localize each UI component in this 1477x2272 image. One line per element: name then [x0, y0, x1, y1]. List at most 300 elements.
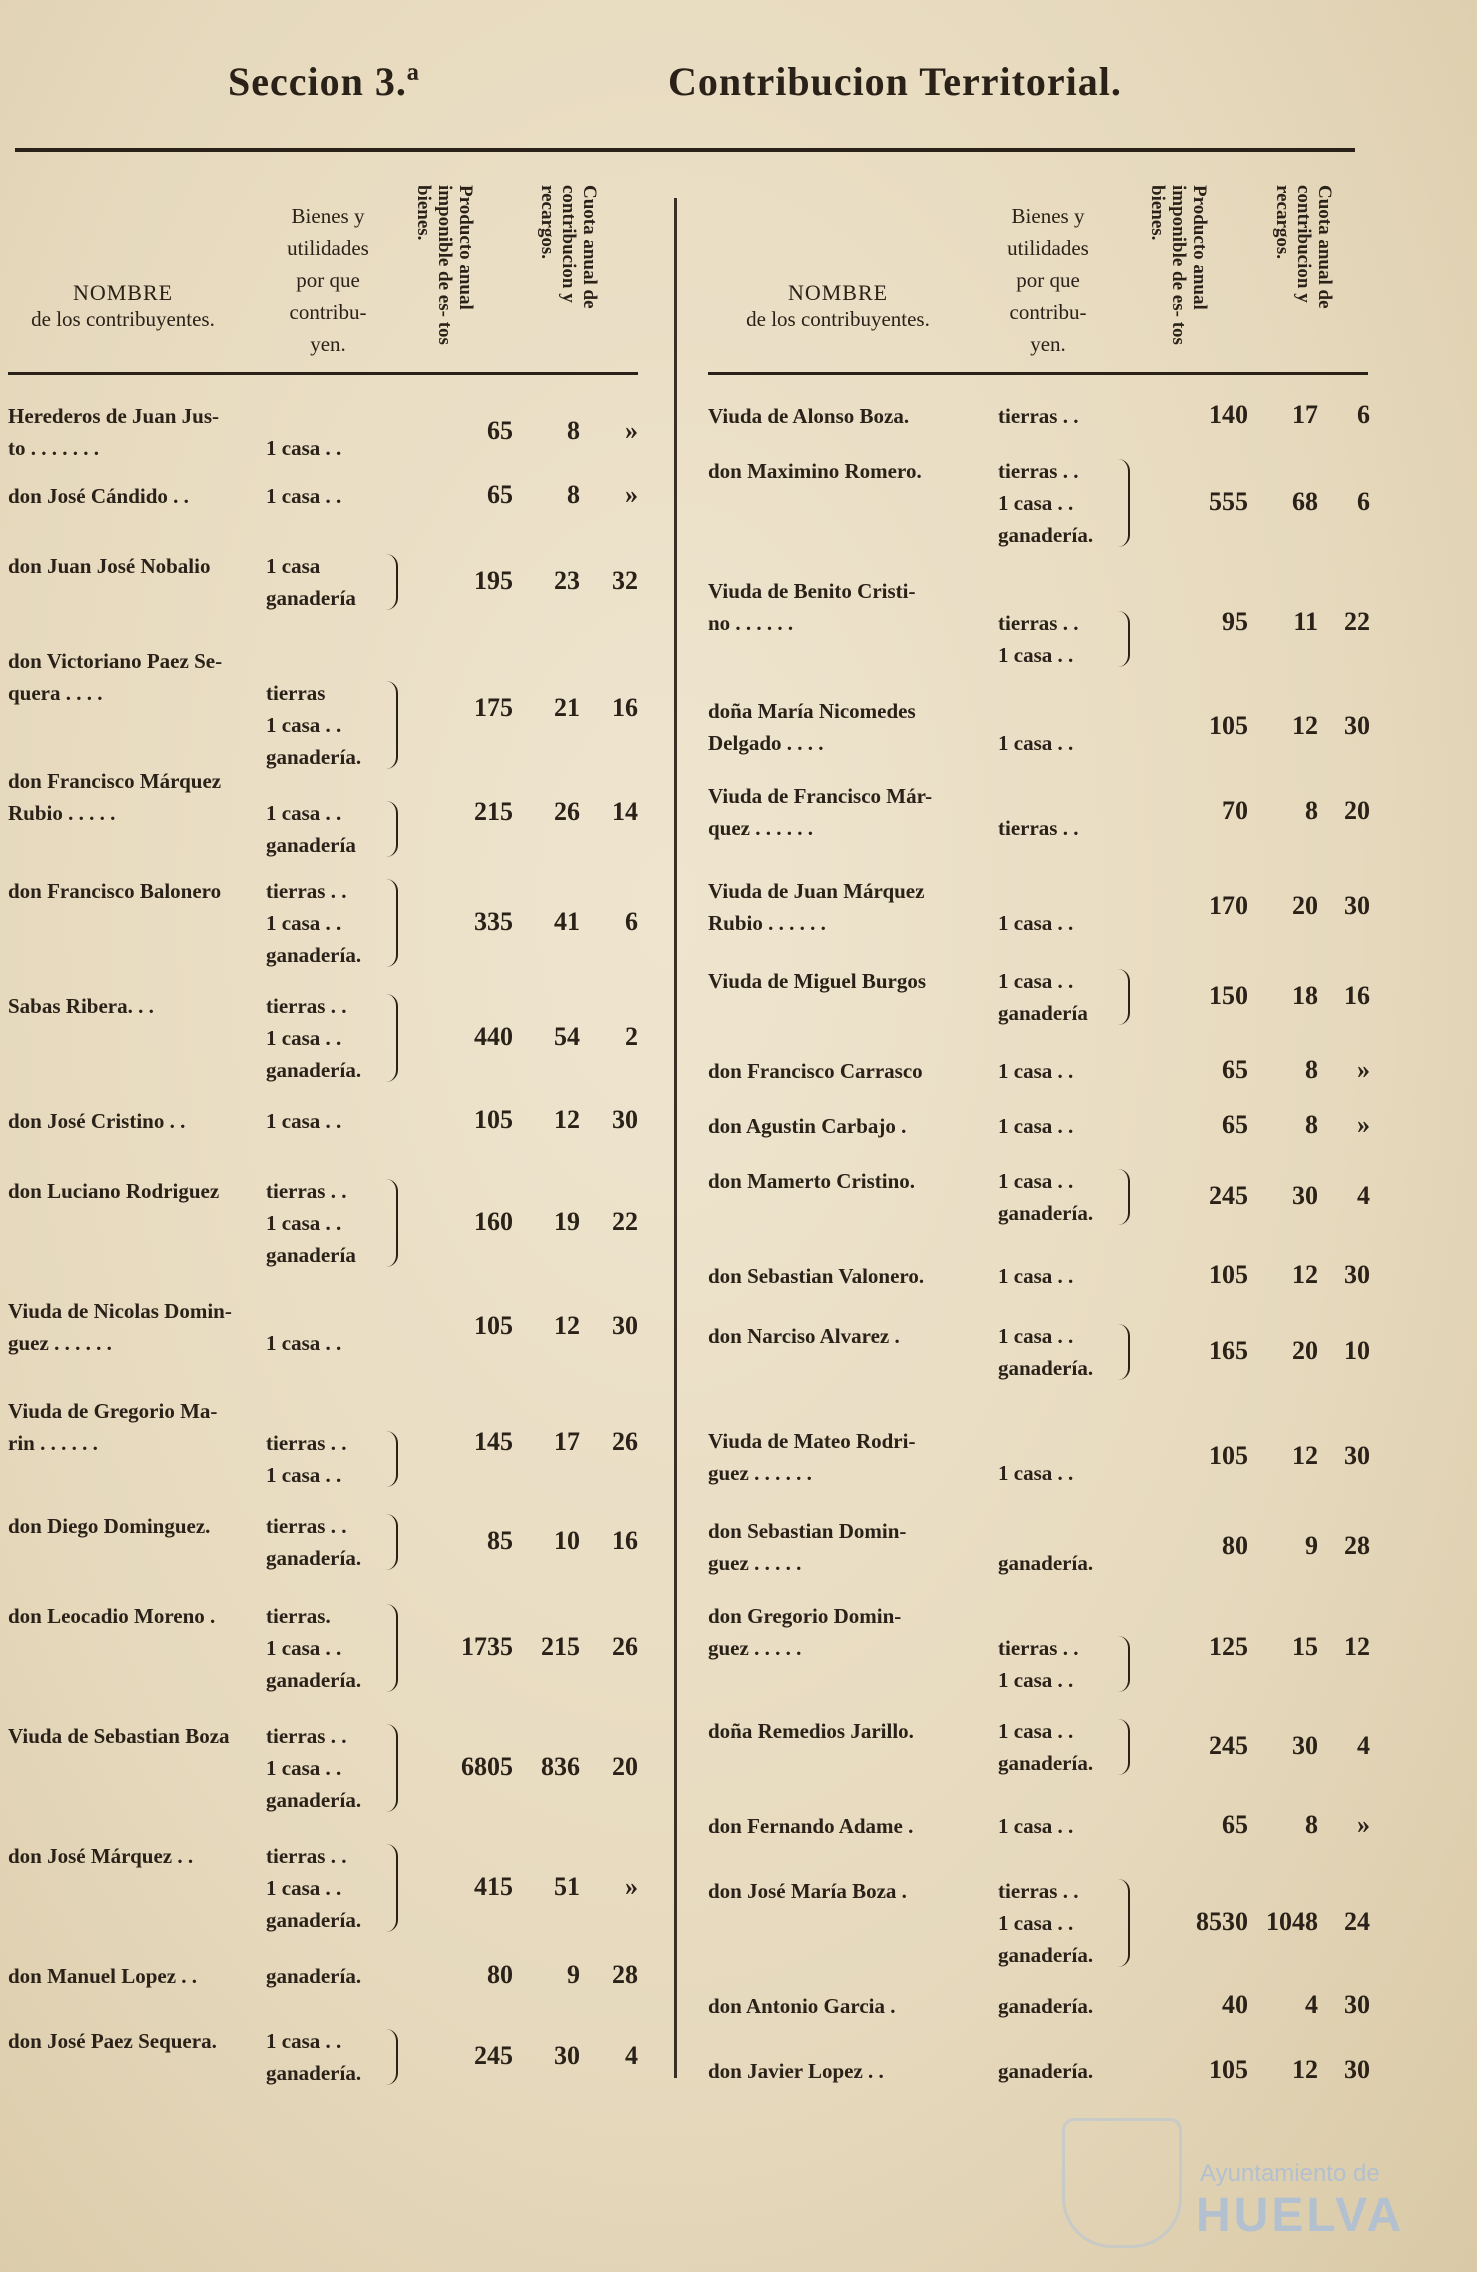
cuota-reales: 11	[1293, 607, 1318, 636]
producto-value: 65	[1222, 1810, 1248, 1839]
producto-value: 555	[1209, 487, 1248, 516]
property-item: 1 casa . .	[998, 1461, 1074, 1485]
cuota-maravedis: »	[1357, 1810, 1370, 1839]
taxpayer-name-line: rin . . . . . .	[8, 1431, 98, 1455]
brace-mark	[386, 1604, 398, 1692]
property-item: 1 casa . .	[998, 1814, 1074, 1838]
producto-value: 165	[1209, 1336, 1248, 1365]
property-list	[266, 1600, 361, 1696]
producto-value: 8530	[1196, 1907, 1248, 1936]
producto-value: 65	[487, 416, 513, 445]
taxpayer-name-line: don Victoriano Paez Se-	[8, 649, 223, 673]
taxpayer-name	[708, 400, 909, 432]
property-item: 1 casa . .	[266, 911, 342, 935]
property-list	[266, 1175, 356, 1271]
taxpayer-name	[708, 780, 932, 844]
property-list	[266, 1295, 341, 1359]
cuota-reales: 20	[1292, 1336, 1318, 1365]
taxpayer-name-line: don Sebastian Valonero.	[708, 1264, 925, 1288]
property-item: 1 casa . .	[266, 484, 342, 508]
property-item: 1 casa . .	[266, 1876, 342, 1900]
header-bienes-line: utilidades	[287, 236, 369, 260]
taxpayer-name	[8, 1175, 219, 1207]
left-table-header	[8, 175, 638, 375]
cuota-reales: 10	[554, 1526, 580, 1555]
cuota-maravedis: 6	[1357, 487, 1370, 516]
property-item: tierras . .	[998, 1879, 1079, 1903]
taxpayer-name	[8, 1295, 232, 1359]
brace-mark	[1118, 1636, 1130, 1692]
header-bienes-line: Bienes y	[1011, 204, 1085, 228]
brace-mark	[1118, 611, 1130, 667]
property-item: 1 casa . .	[266, 1026, 342, 1050]
taxpayer-name-line: guez . . . . . .	[708, 1461, 812, 1485]
producto-value: 140	[1209, 400, 1248, 429]
property-item: tierras . .	[266, 1724, 347, 1748]
property-item: tierras . .	[998, 404, 1079, 428]
cuota-reales: 18	[1292, 981, 1318, 1010]
property-item	[998, 875, 1073, 907]
brace-mark	[386, 2029, 398, 2085]
property-item: ganadería.	[998, 523, 1094, 547]
property-list	[266, 400, 341, 464]
property-item	[266, 1395, 346, 1427]
cuota-maravedis: 4	[1357, 1731, 1370, 1760]
taxpayer-name	[708, 455, 922, 487]
cuota-reales: 8	[1305, 796, 1318, 825]
cuota-reales: 4	[1305, 1990, 1318, 2019]
producto-value: 245	[1209, 1181, 1248, 1210]
producto-value: 6805	[461, 1752, 513, 1781]
cuota-reales: 54	[554, 1022, 580, 1051]
cuota-reales: 8	[1305, 1810, 1318, 1839]
taxpayer-name	[8, 550, 210, 582]
taxpayer-name	[8, 2025, 217, 2057]
taxpayer-name	[708, 1715, 914, 1747]
taxpayer-name-line: Viuda de Sebastian Boza	[8, 1724, 230, 1748]
taxpayer-name	[708, 1260, 924, 1292]
taxpayer-name	[708, 1110, 906, 1142]
taxpayer-name-line: don Luciano Rodriguez	[8, 1179, 220, 1203]
property-item: tierras . .	[998, 611, 1079, 635]
cuota-maravedis: 30	[1344, 711, 1370, 740]
taxpayer-name-line: Viuda de Nicolas Domin-	[8, 1299, 232, 1323]
header-nombre-line2: de los contribuyentes.	[746, 307, 930, 331]
property-item: ganadería.	[266, 1964, 362, 1988]
brace-mark	[386, 554, 398, 610]
taxpayer-name	[708, 1600, 901, 1664]
taxpayer-name	[8, 1395, 217, 1459]
property-list	[998, 1110, 1073, 1142]
property-item: 1 casa . .	[998, 1324, 1074, 1348]
cuota-maravedis: 26	[612, 1632, 638, 1661]
header-bienes-line: yen.	[1030, 332, 1066, 356]
property-item: 1 casa . .	[998, 1264, 1074, 1288]
taxpayer-name	[8, 1960, 197, 1992]
taxpayer-name-line: quez . . . . . .	[708, 816, 813, 840]
taxpayer-name-line: Viuda de Benito Cristi-	[708, 579, 916, 603]
property-list	[998, 965, 1088, 1029]
cuota-reales: 30	[1292, 1731, 1318, 1760]
cuota-reales: 12	[1292, 2055, 1318, 2084]
property-item: 1 casa	[266, 554, 321, 578]
property-list	[998, 1810, 1073, 1842]
taxpayer-name-line: Rubio . . . . .	[8, 801, 116, 825]
header-bienes	[978, 200, 1118, 360]
cuota-maravedis: 22	[1344, 607, 1370, 636]
taxpayer-name-line: don Narciso Alvarez .	[708, 1324, 900, 1348]
taxpayer-name-line: don Agustin Carbajo .	[708, 1114, 907, 1138]
taxpayer-name-line: to . . . . . . .	[8, 436, 99, 460]
taxpayer-name	[8, 990, 154, 1022]
producto-value: 150	[1209, 981, 1248, 1010]
taxpayer-name	[8, 875, 221, 907]
property-item: ganadería.	[266, 1546, 362, 1570]
taxpayer-name-line: Viuda de Alonso Boza.	[708, 404, 910, 428]
property-list	[266, 480, 341, 512]
cuota-maravedis: 4	[625, 2041, 638, 2070]
property-item: ganadería.	[998, 1356, 1094, 1380]
cuota-maravedis: 30	[612, 1311, 638, 1340]
property-list	[266, 875, 361, 971]
property-item: 1 casa . .	[266, 713, 342, 737]
cuota-reales: 8	[567, 480, 580, 509]
producto-value: 80	[487, 1960, 513, 1989]
taxpayer-name-line: doña Remedios Jarillo.	[708, 1719, 914, 1743]
cuota-reales: 8	[1305, 1110, 1318, 1139]
cuota-maravedis: 22	[612, 1207, 638, 1236]
property-list	[998, 455, 1093, 551]
cuota-maravedis: 6	[625, 907, 638, 936]
taxpayer-name-line: don Javier Lopez . .	[708, 2059, 884, 2083]
cuota-maravedis: 30	[1344, 2055, 1370, 2084]
taxpayer-name	[8, 400, 219, 464]
property-item: 1 casa . .	[998, 1169, 1074, 1193]
property-item: 1 casa . .	[998, 643, 1074, 667]
header-bienes-line: yen.	[310, 332, 346, 356]
taxpayer-name-line: quera . . . .	[8, 681, 103, 705]
property-item: ganadería.	[266, 2061, 362, 2085]
right-table	[708, 175, 1370, 2084]
property-list	[266, 2025, 361, 2089]
taxpayer-name	[708, 875, 924, 939]
producto-value: 415	[474, 1872, 513, 1901]
brace-mark	[386, 1514, 398, 1570]
property-list	[998, 875, 1073, 939]
header-cuota: Cuota anual de contribucion y recargos.	[1272, 185, 1335, 309]
property-item: 1 casa . .	[266, 1109, 342, 1133]
brace-mark	[1118, 1879, 1130, 1967]
taxpayer-name	[8, 1510, 210, 1542]
taxpayer-name	[8, 1720, 230, 1752]
property-item: 1 casa . .	[266, 801, 342, 825]
producto-value: 1735	[461, 1632, 513, 1661]
property-item: tierras . .	[998, 459, 1079, 483]
header-nombre-line2: de los contribuyentes.	[31, 307, 215, 331]
brace-mark	[386, 994, 398, 1082]
property-item: ganadería.	[266, 1788, 362, 1812]
property-list	[998, 575, 1078, 671]
taxpayer-name	[708, 695, 916, 759]
taxpayer-name	[708, 1425, 915, 1489]
taxpayer-name-line: Viuda de Gregorio Ma-	[8, 1399, 218, 1423]
taxpayer-name-line: don José Paez Sequera.	[8, 2029, 217, 2053]
taxpayer-name-line: don Maximino Romero.	[708, 459, 922, 483]
header-producto: Producto anual imponible de es- tos bienes.	[1147, 185, 1210, 345]
taxpayer-name	[708, 1875, 907, 1907]
property-item: ganadería	[998, 1001, 1088, 1025]
taxpayer-name-line: don Francisco Balonero	[8, 879, 222, 903]
property-item: 1 casa . .	[998, 911, 1074, 935]
property-item: tierras	[266, 681, 326, 705]
brace-mark	[386, 1431, 398, 1487]
property-list	[998, 1515, 1093, 1579]
property-item: ganadería.	[998, 1201, 1094, 1225]
taxpayer-name	[708, 1515, 906, 1579]
property-item	[998, 1425, 1073, 1457]
property-list	[998, 1320, 1093, 1384]
taxpayer-name-line: don Francisco Márquez	[8, 769, 222, 793]
page-header	[0, 58, 1477, 118]
cuota-maravedis: 10	[1344, 1336, 1370, 1365]
property-item: tierras . .	[266, 1179, 347, 1203]
property-item: ganadería	[266, 1243, 356, 1267]
taxpayer-name-line: don Mamerto Cristino.	[708, 1169, 916, 1193]
producto-value: 65	[487, 480, 513, 509]
property-list	[998, 1260, 1073, 1292]
property-item: ganadería.	[998, 1551, 1094, 1575]
producto-value: 335	[474, 907, 513, 936]
cuota-maravedis: 28	[612, 1960, 638, 1989]
page-title: Contribucion Territorial.	[668, 59, 1122, 104]
header-bienes-line: por que	[1016, 268, 1080, 292]
cuota-maravedis: 30	[1344, 891, 1370, 920]
property-item: tierras . .	[266, 1514, 347, 1538]
taxpayer-name-line: Herederos de Juan Jus-	[8, 404, 219, 428]
watermark-seal-icon	[1062, 2118, 1182, 2248]
cuota-reales: 19	[554, 1207, 580, 1236]
cuota-reales: 1048	[1266, 1907, 1318, 1936]
producto-value: 70	[1222, 796, 1248, 825]
cuota-reales: 12	[1292, 1441, 1318, 1470]
cuota-maravedis: 16	[612, 693, 638, 722]
header-bienes-line: utilidades	[1007, 236, 1089, 260]
cuota-reales: 21	[554, 693, 580, 722]
cuota-reales: 30	[1292, 1181, 1318, 1210]
section-label: Seccion 3.ª	[228, 59, 420, 104]
property-item: 1 casa . .	[266, 1463, 342, 1487]
property-list	[998, 1715, 1093, 1779]
property-item: 1 casa . .	[998, 491, 1074, 515]
property-item: ganadería.	[998, 1943, 1094, 1967]
cuota-maravedis: 30	[1344, 1990, 1370, 2019]
property-item: 1 casa . .	[266, 1211, 342, 1235]
producto-value: 215	[474, 797, 513, 826]
property-item: tierras . .	[266, 994, 347, 1018]
property-list	[998, 1165, 1093, 1229]
property-item: ganadería	[266, 833, 356, 857]
header-rule	[15, 148, 1355, 152]
property-item	[998, 780, 1078, 812]
property-list	[266, 990, 361, 1086]
cuota-reales: 8	[1305, 1055, 1318, 1084]
property-item: ganadería.	[998, 1751, 1094, 1775]
cuota-reales: 26	[554, 797, 580, 826]
taxpayer-name	[708, 1165, 915, 1197]
property-item: 1 casa . .	[998, 969, 1074, 993]
column-divider	[674, 198, 677, 2078]
producto-value: 105	[474, 1105, 513, 1134]
brace-mark	[386, 801, 398, 857]
taxpayer-name	[8, 645, 222, 709]
cuota-reales: 8	[567, 416, 580, 445]
property-item: tierras . .	[266, 879, 347, 903]
property-list	[998, 1875, 1093, 1971]
cuota-maravedis: 16	[1344, 981, 1370, 1010]
taxpayer-name-line: guez . . . . .	[708, 1636, 802, 1660]
cuota-maravedis: 12	[1344, 1632, 1370, 1661]
property-item: ganadería.	[266, 1058, 362, 1082]
property-item: ganadería.	[998, 2059, 1094, 2083]
taxpayer-name-line: doña María Nicomedes	[708, 699, 916, 723]
taxpayer-name-line: don Gregorio Domin-	[708, 1604, 902, 1628]
property-list	[266, 1105, 341, 1137]
right-table-header	[708, 175, 1368, 375]
property-item: ganadería.	[266, 943, 362, 967]
brace-mark	[386, 1724, 398, 1812]
brace-mark	[1118, 1324, 1130, 1380]
producto-value: 245	[474, 2041, 513, 2070]
taxpayer-name-line: Rubio . . . . . .	[708, 911, 826, 935]
cuota-reales: 17	[1292, 400, 1318, 429]
header-bienes-line: por que	[296, 268, 360, 292]
cuota-maravedis: 20	[1344, 796, 1370, 825]
property-list	[266, 1960, 361, 1992]
cuota-maravedis: 30	[1344, 1441, 1370, 1470]
property-item	[266, 645, 361, 677]
property-list	[998, 1055, 1073, 1087]
property-item: 1 casa . .	[998, 1114, 1074, 1138]
property-list	[266, 1840, 361, 1936]
taxpayer-name-line: don José Cándido . .	[8, 484, 189, 508]
producto-value: 195	[474, 566, 513, 595]
producto-value: 170	[1209, 891, 1248, 920]
property-item: tierras . .	[266, 1431, 347, 1455]
property-item	[266, 1295, 341, 1327]
watermark-line2: HUELVA	[1196, 2189, 1405, 2242]
producto-value: 245	[1209, 1731, 1248, 1760]
producto-value: 105	[1209, 1260, 1248, 1289]
producto-value: 175	[474, 693, 513, 722]
cuota-maravedis: 28	[1344, 1531, 1370, 1560]
header-bienes	[258, 200, 398, 360]
taxpayer-name	[8, 1600, 215, 1632]
header-nombre	[708, 280, 968, 332]
taxpayer-name-line: don Leocadio Moreno .	[8, 1604, 216, 1628]
taxpayer-name	[708, 1055, 923, 1087]
property-item	[998, 695, 1073, 727]
property-item: 1 casa . .	[266, 2029, 342, 2053]
producto-value: 440	[474, 1022, 513, 1051]
property-item: tierras . .	[998, 816, 1079, 840]
watermark-line1: Ayuntamiento de	[1200, 2160, 1380, 2187]
cuota-maravedis: 30	[612, 1105, 638, 1134]
property-item: tierras.	[266, 1604, 331, 1628]
cuota-reales: 12	[554, 1311, 580, 1340]
taxpayer-name	[708, 2055, 884, 2087]
cuota-reales: 9	[1305, 1531, 1318, 1560]
header-nombre-line1: NOMBRE	[787, 280, 889, 305]
cuota-maravedis: 14	[612, 797, 638, 826]
header-producto: Producto anual imponible de es- tos bienes.	[413, 185, 476, 345]
property-list	[998, 2055, 1093, 2087]
header-bienes-line: contribu-	[1009, 300, 1087, 324]
cuota-reales: 836	[541, 1752, 580, 1781]
taxpayer-name-line: don Fernando Adame .	[708, 1814, 914, 1838]
cuota-maravedis: »	[1357, 1055, 1370, 1084]
cuota-reales: 41	[554, 907, 580, 936]
cuota-maravedis: 2	[625, 1022, 638, 1051]
property-list	[266, 1395, 346, 1491]
property-item: 1 casa . .	[266, 1636, 342, 1660]
property-item	[998, 575, 1078, 607]
property-list	[998, 1600, 1078, 1696]
taxpayer-name	[708, 575, 915, 639]
producto-value: 145	[474, 1427, 513, 1456]
property-item: ganadería.	[266, 1908, 362, 1932]
taxpayer-name-line: Viuda de Mateo Rodri-	[708, 1429, 916, 1453]
property-item: tierras . .	[998, 1636, 1079, 1660]
cuota-maravedis: 16	[612, 1526, 638, 1555]
taxpayer-name	[708, 965, 926, 997]
cuota-maravedis: »	[625, 480, 638, 509]
cuota-reales: 12	[1292, 1260, 1318, 1289]
taxpayer-name-line: don Antonio Garcia .	[708, 1994, 896, 2018]
left-table	[8, 175, 638, 2085]
taxpayer-name-line: don Manuel Lopez . .	[8, 1964, 198, 1988]
taxpayer-name-line: guez . . . . . .	[8, 1331, 112, 1355]
producto-value: 95	[1222, 607, 1248, 636]
property-list	[998, 1425, 1073, 1489]
taxpayer-name-line: don Diego Dominguez.	[8, 1514, 211, 1538]
taxpayer-name	[708, 1810, 913, 1842]
producto-value: 125	[1209, 1632, 1248, 1661]
cuota-maravedis: 30	[1344, 1260, 1370, 1289]
taxpayer-name-line: don Sebastian Domin-	[708, 1519, 907, 1543]
taxpayer-name	[8, 1840, 193, 1872]
brace-mark	[1118, 1719, 1130, 1775]
cuota-reales: 215	[541, 1632, 580, 1661]
cuota-maravedis: 4	[1357, 1181, 1370, 1210]
cuota-reales: 12	[1292, 711, 1318, 740]
brace-mark	[386, 1179, 398, 1267]
cuota-reales: 23	[554, 566, 580, 595]
property-list	[998, 400, 1078, 432]
taxpayer-name-line: Viuda de Miguel Burgos	[708, 969, 926, 993]
cuota-reales: 51	[554, 1872, 580, 1901]
cuota-reales: 12	[554, 1105, 580, 1134]
property-item: 1 casa . .	[998, 1668, 1074, 1692]
producto-value: 105	[474, 1311, 513, 1340]
property-item: 1 casa . .	[998, 1911, 1074, 1935]
taxpayer-name-line: no . . . . . .	[708, 611, 794, 635]
producto-value: 105	[1209, 1441, 1248, 1470]
property-item	[998, 1515, 1093, 1547]
brace-mark	[1118, 969, 1130, 1025]
taxpayer-name	[8, 765, 221, 829]
taxpayer-name-line: Sabas Ribera. . .	[8, 994, 154, 1018]
property-list	[266, 645, 361, 773]
